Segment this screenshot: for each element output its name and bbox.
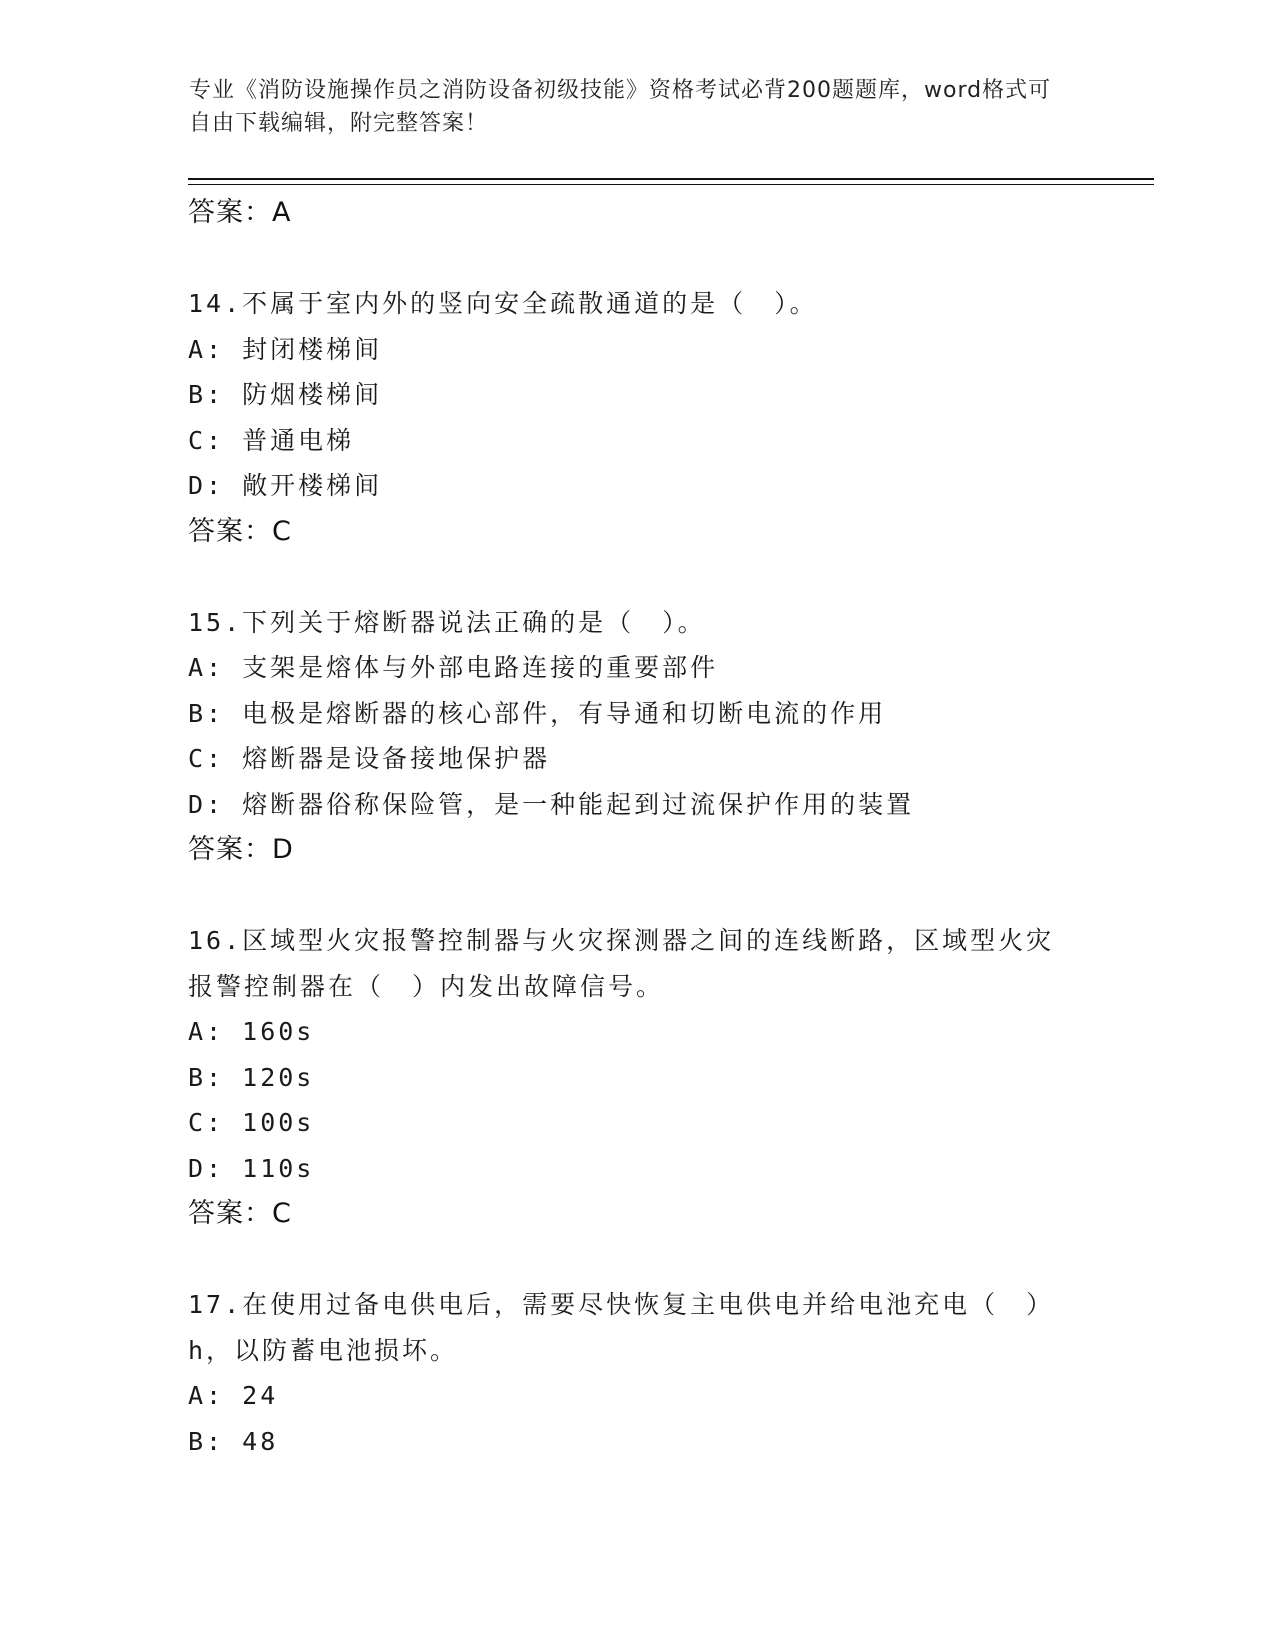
option-d: D: 110s <box>188 1153 315 1183</box>
answer: 答案：C <box>188 1198 292 1229</box>
spacer <box>188 554 1088 600</box>
question-stem-line-2: h，以防蓄电池损坏。 <box>188 1335 459 1365</box>
document-header: 专业《消防设施操作员之消防设备初级技能》资格考试必背200题题库，word格式可自由下载编辑，附完整答案！ <box>189 78 1052 136</box>
question-stem-line-2: 报警控制器在（ ）内发出故障信号。 <box>188 971 665 1001</box>
question-15 <box>188 600 1088 873</box>
option-c: C: 100s <box>188 1108 315 1137</box>
spacer <box>188 873 1088 919</box>
question-stem-line-1: 16.区域型火灾报警控制器与火灾探测器之间的连线断路，区域型火灾 <box>188 926 1055 955</box>
option-b: B: 防烟楼梯间 <box>188 380 383 409</box>
document-body <box>188 190 1088 1464</box>
option-d: D: 熔断器俗称保险管，是一种能起到过流保护作用的装置 <box>188 789 915 819</box>
option-a: A: 24 <box>188 1381 279 1410</box>
question-stem: 14.不属于室内外的竖向安全疏散通道的是（ ）。 <box>188 289 818 318</box>
option-c: C: 普通电梯 <box>188 425 355 455</box>
option-b: B: 电极是熔断器的核心部件，有导通和切断电流的作用 <box>188 698 887 728</box>
spacer <box>188 236 1088 282</box>
option-a: A: 160s <box>188 1017 315 1046</box>
option-c: C: 熔断器是设备接地保护器 <box>188 744 551 773</box>
question-stem: 15.下列关于熔断器说法正确的是（ ）。 <box>188 607 706 637</box>
question-16 <box>188 918 1088 1237</box>
question-14 <box>188 281 1088 554</box>
question-17 <box>188 1282 1088 1464</box>
answer: 答案：C <box>188 515 292 547</box>
header-rule-thin <box>188 184 1154 185</box>
option-a: A: 支架是熔体与外部电路连接的重要部件 <box>188 653 719 682</box>
option-d: D: 敞开楼梯间 <box>188 471 383 500</box>
question-stem-line-1: 17.在使用过备电供电后，需要尽快恢复主电供电并给电池充电（ ） <box>188 1290 1055 1319</box>
header-rule-thick <box>188 178 1154 180</box>
option-a: A: 封闭楼梯间 <box>188 334 383 364</box>
option-b: B: 48 <box>188 1426 279 1456</box>
spacer <box>188 1237 1088 1283</box>
answer: 答案：D <box>188 834 294 865</box>
answer-prev: 答案：A <box>188 197 292 228</box>
option-b: B: 120s <box>188 1062 315 1092</box>
